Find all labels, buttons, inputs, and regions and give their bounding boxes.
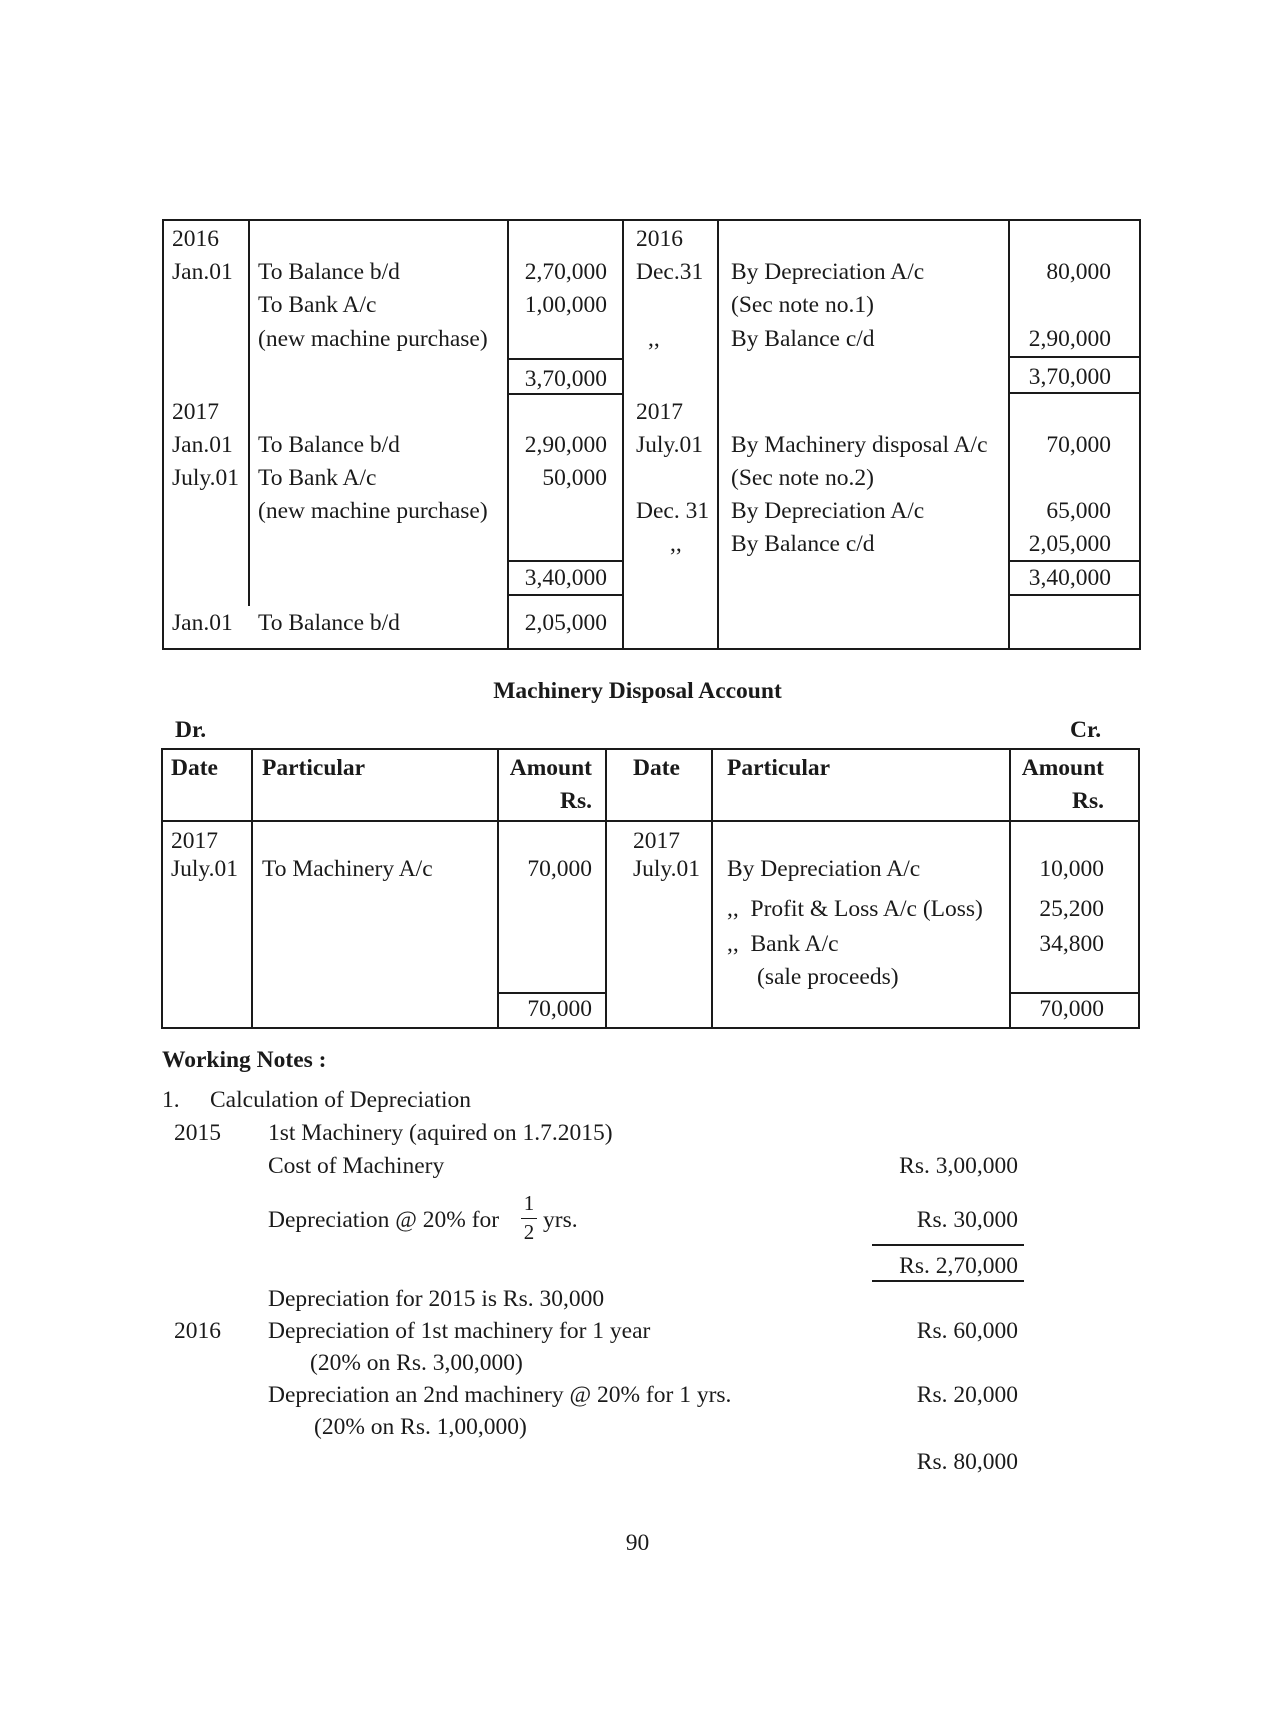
ledger-amount: 1,00,000 (524, 292, 607, 318)
ledger-particular: (new machine purchase) (258, 498, 488, 524)
ledger-amount: 2,90,000 (1028, 326, 1111, 352)
header-rs: Rs. (1072, 788, 1104, 814)
ledger-date: Jan.01 (172, 259, 233, 285)
note-value: Rs. 60,000 (916, 1318, 1018, 1344)
ledger-amount: 2,70,000 (524, 259, 607, 285)
dr-label: Dr. (175, 717, 207, 743)
ledger-year: 2016 (636, 226, 683, 252)
disposal-year: 2017 (633, 828, 680, 854)
note-year: 2016 (174, 1318, 221, 1344)
ledger-particular: To Balance b/d (258, 259, 400, 285)
ledger-amount: 2,05,000 (524, 610, 607, 636)
notes-heading: Working Notes : (162, 1047, 327, 1073)
total-rule (1008, 356, 1141, 358)
ledger-total: 3,40,000 (1028, 565, 1111, 591)
ledger-year: 2017 (636, 399, 683, 425)
page-number: 90 (625, 1530, 650, 1556)
header-particular: Particular (727, 755, 831, 781)
ledger-date: July.01 (172, 465, 240, 491)
disposal-date: July.01 (171, 856, 239, 882)
header-rule (161, 820, 1140, 822)
ledger-particular: To Bank A/c (258, 292, 377, 318)
note-value: Rs. 3,00,000 (899, 1153, 1018, 1179)
total-rule (1008, 392, 1141, 394)
ledger-col-line (717, 219, 719, 650)
note-line: Depreciation an 2nd machinery @ 20% for 1 yrs. (268, 1382, 732, 1408)
ledger-particular: (Sec note no.2) (731, 465, 874, 491)
disposal-total: 70,000 (527, 996, 592, 1022)
total-rule (1008, 594, 1141, 596)
disposal-particular: ,, Bank A/c (727, 931, 839, 957)
fraction-numerator: 1 (523, 1191, 535, 1215)
ledger-date: Dec.31 (636, 259, 704, 285)
cr-label: Cr. (1070, 717, 1102, 743)
ledger-amount: 65,000 (1046, 498, 1111, 524)
disposal-amount: 70,000 (527, 856, 592, 882)
ledger-year: 2016 (172, 226, 219, 252)
disposal-amount: 34,800 (1039, 931, 1104, 957)
note-line: 1st Machinery (aquired on 1.7.2015) (268, 1120, 613, 1146)
ledger-particular: By Balance c/d (731, 326, 875, 352)
disposal-total: 70,000 (1039, 996, 1104, 1022)
header-rs: Rs. (560, 788, 592, 814)
ledger-date: Dec. 31 (636, 498, 710, 524)
ledger-particular: (Sec note no.1) (731, 292, 874, 318)
ditto-mark: ,, (648, 326, 660, 352)
disposal-particular: To Machinery A/c (262, 856, 433, 882)
note-line: Depreciation of 1st machinery for 1 year (268, 1318, 651, 1344)
disposal-date: July.01 (633, 856, 701, 882)
disposal-particular: By Depreciation A/c (727, 856, 921, 882)
note-line: (20% on Rs. 1,00,000) (314, 1414, 527, 1440)
note-line: Depreciation @ 20% for (268, 1207, 500, 1233)
note-title: Calculation of Depreciation (210, 1087, 472, 1113)
disposal-col-line (605, 748, 607, 1029)
ledger-date: Jan.01 (172, 610, 233, 636)
total-rule (497, 992, 607, 994)
note-line: (20% on Rs. 3,00,000) (310, 1350, 523, 1376)
note-line: Depreciation for 2015 is Rs. 30,000 (268, 1286, 605, 1312)
ledger-col-line (622, 219, 624, 650)
disposal-title: Machinery Disposal Account (493, 678, 782, 704)
ledger-particular: By Machinery disposal A/c (731, 432, 988, 458)
disposal-particular: (sale proceeds) (757, 964, 899, 990)
disposal-border (161, 748, 1140, 1029)
note-year: 2015 (174, 1120, 221, 1146)
ditto-mark: ,, (670, 531, 682, 557)
ledger-particular: (new machine purchase) (258, 326, 488, 352)
disposal-col-line (251, 748, 253, 1029)
ledger-total: 3,40,000 (524, 565, 607, 591)
total-rule (507, 358, 622, 360)
ledger-particular: To Balance b/d (258, 610, 400, 636)
note-value: Rs. 30,000 (916, 1207, 1018, 1233)
total-rule (1009, 992, 1140, 994)
header-date: Date (171, 755, 218, 781)
sum-rule (872, 1280, 1024, 1282)
fraction-denominator: 2 (523, 1220, 535, 1244)
disposal-col-line (711, 748, 713, 1029)
ledger-particular: By Balance c/d (731, 531, 875, 557)
ledger-amount: 70,000 (1046, 432, 1111, 458)
sum-rule (872, 1244, 1024, 1246)
ledger-total: 3,70,000 (524, 366, 607, 392)
total-rule (507, 594, 622, 596)
ledger-amount: 2,05,000 (1028, 531, 1111, 557)
ledger-date: Jan.01 (172, 432, 233, 458)
note-line: yrs. (543, 1207, 578, 1233)
disposal-amount: 10,000 (1039, 856, 1104, 882)
note-value: Rs. 20,000 (916, 1382, 1018, 1408)
header-date: Date (633, 755, 680, 781)
note-value: Rs. 2,70,000 (899, 1253, 1018, 1279)
ledger-particular: To Balance b/d (258, 432, 400, 458)
note-line: Cost of Machinery (268, 1153, 445, 1179)
note-number: 1. (162, 1087, 180, 1113)
total-rule (1008, 560, 1141, 562)
header-particular: Particular (262, 755, 366, 781)
header-amount: Amount (509, 755, 592, 781)
ledger-particular: To Bank A/c (258, 465, 377, 491)
total-rule (507, 560, 622, 562)
ledger-amount: 80,000 (1046, 259, 1111, 285)
ledger-amount: 50,000 (542, 465, 607, 491)
total-rule (507, 393, 622, 395)
ledger-col-line (248, 219, 250, 606)
ledger-particular: By Depreciation A/c (731, 498, 925, 524)
fraction-bar (521, 1218, 537, 1219)
ledger-date: July.01 (636, 432, 704, 458)
disposal-particular: ,, Profit & Loss A/c (Loss) (727, 896, 983, 922)
ledger-total: 3,70,000 (1028, 364, 1111, 390)
disposal-amount: 25,200 (1039, 896, 1104, 922)
note-value: Rs. 80,000 (916, 1449, 1018, 1475)
ledger-amount: 2,90,000 (524, 432, 607, 458)
header-amount: Amount (1021, 755, 1104, 781)
disposal-year: 2017 (171, 828, 218, 854)
ledger-particular: By Depreciation A/c (731, 259, 925, 285)
ledger-year: 2017 (172, 399, 219, 425)
